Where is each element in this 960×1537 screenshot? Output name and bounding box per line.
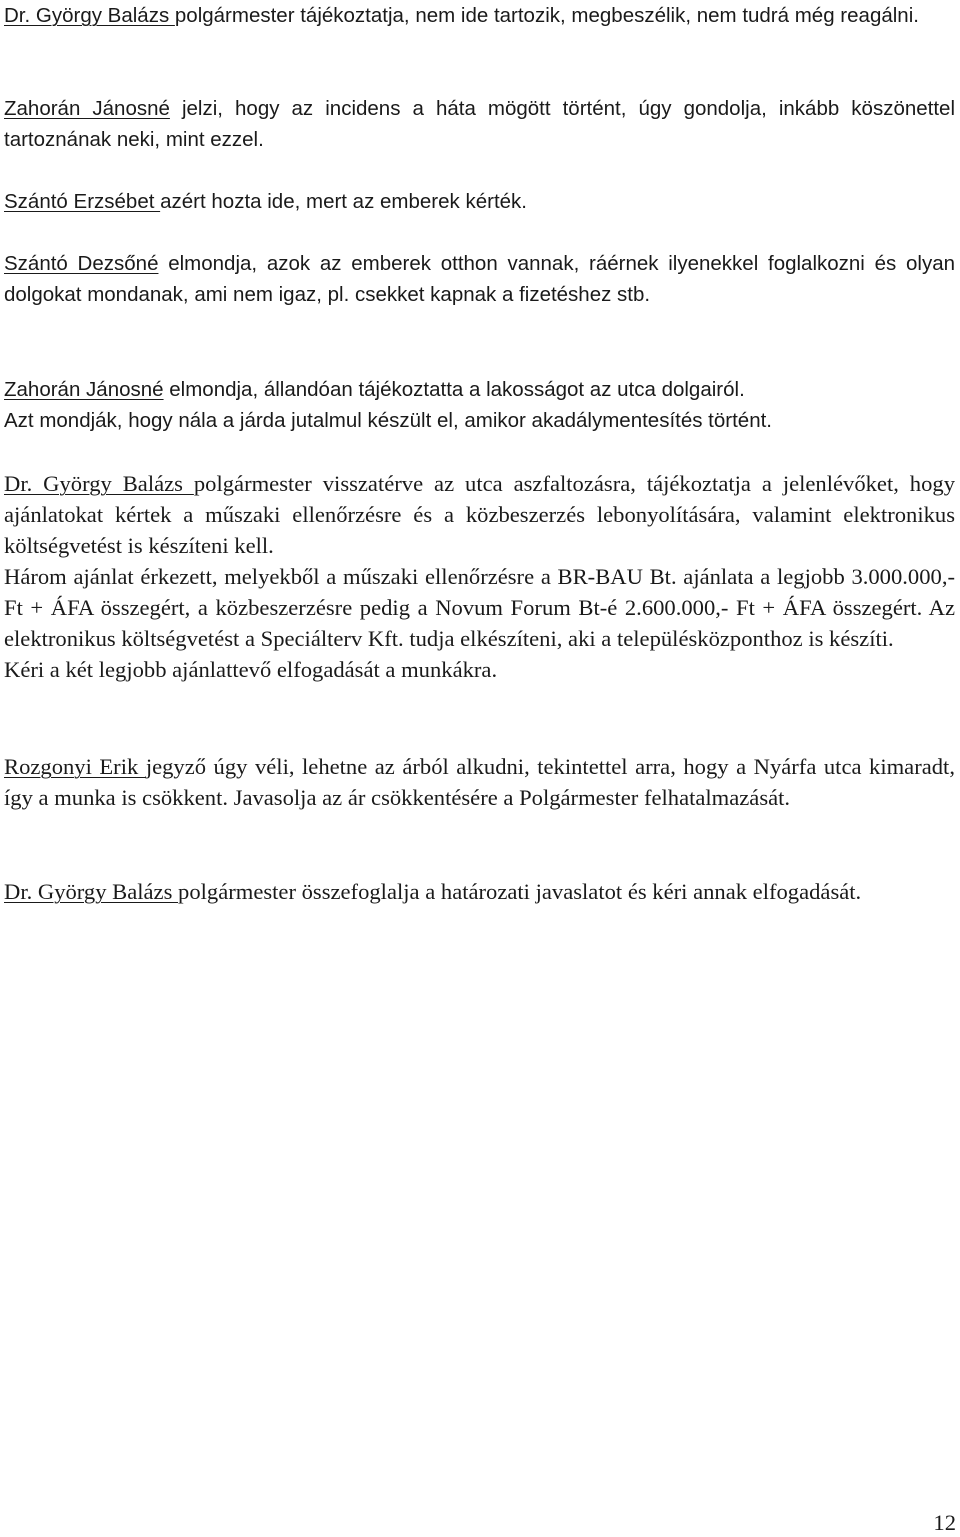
paragraph-7	[4, 751, 955, 813]
paragraph-text: azért hozta ide, mert az emberek kérték.	[160, 190, 528, 213]
paragraph-text-line-2: Három ajánlat érkezett, melyekből a műszaki ellenőrzésre a BR-BAU Bt. ajánlata a legjobb 3.000.000,- Ft + ÁFA összegért, a közbeszerzésre pedig a Novum Forum Bt-é 2.600.000,- Ft + ÁFA összegért. Az elektronikus költségvetést a Speciálterv Kft. tudja elkészíteni, aki a településközponthoz is készíti.	[4, 564, 955, 651]
paragraph-text: jegyző úgy véli, lehetne az árból alkudni, tekintettel arra, hogy a Nyárfa utca kimaradt, így a munka is csökkent. Javasolja az ár csökkentésére a Polgármester felhatalmazását.	[4, 754, 955, 810]
paragraph-text: elmondja, állandóan tájékoztatta a lakosságot az utca dolgairól.	[163, 378, 745, 401]
paragraph-text: polgármester tájékoztatja, nem ide tartozik, megbeszélik, nem tudrá még reagálni.	[174, 4, 919, 27]
paragraph-1	[4, 0, 955, 31]
paragraph-text-line-2: Azt mondják, hogy nála a járda jutalmul készült el, amikor akadálymentesítés történt.	[4, 409, 772, 432]
speaker-name: Szántó Erzsébet	[4, 190, 161, 213]
paragraph-text-line-3: Kéri a két legjobb ajánlattevő elfogadását a munkákra.	[4, 657, 498, 682]
paragraph-3	[4, 186, 955, 217]
paragraph-text: polgármester visszatérve az utca aszfaltozásra, tájékoztatja a jelenlévőket, hogy ajánlatokat kértek a műszaki ellenőrzésre és a közbeszerzés lebonyolítására, valamint elektronikus költségvetést is készíteni kell.	[4, 471, 955, 558]
document-page	[4, 0, 955, 1537]
paragraph-2	[4, 93, 955, 155]
paragraph-4	[4, 248, 955, 310]
paragraph-text: polgármester összefoglalja a határozati javaslatot és kéri annak elfogadását.	[178, 879, 862, 904]
page-number: 12	[933, 1510, 956, 1535]
speaker-name: Zahorán Jánosné	[4, 97, 170, 120]
paragraph-6	[4, 468, 955, 685]
paragraph-text: jelzi, hogy az incidens a háta mögött történt, úgy gondolja, inkább köszönettel tartoznának neki, mint ezzel.	[4, 97, 955, 151]
speaker-name: Zahorán Jánosné	[4, 378, 164, 401]
speaker-name: Szántó Dezsőné	[4, 252, 159, 275]
speaker-name: Dr. György Balázs	[4, 471, 194, 496]
speaker-name: Rozgonyi Erik	[4, 754, 146, 779]
paragraph-5	[4, 374, 955, 436]
speaker-name: Dr. György Balázs	[4, 4, 175, 27]
paragraph-8	[4, 876, 955, 907]
paragraph-text: elmondja, azok az emberek otthon vannak, ráérnek ilyenekkel foglalkozni és olyan dolgokat mondanak, ami nem igaz, pl. csekket kapnak a fizetéshez stb.	[4, 252, 955, 306]
speaker-name: Dr. György Balázs	[4, 879, 179, 904]
